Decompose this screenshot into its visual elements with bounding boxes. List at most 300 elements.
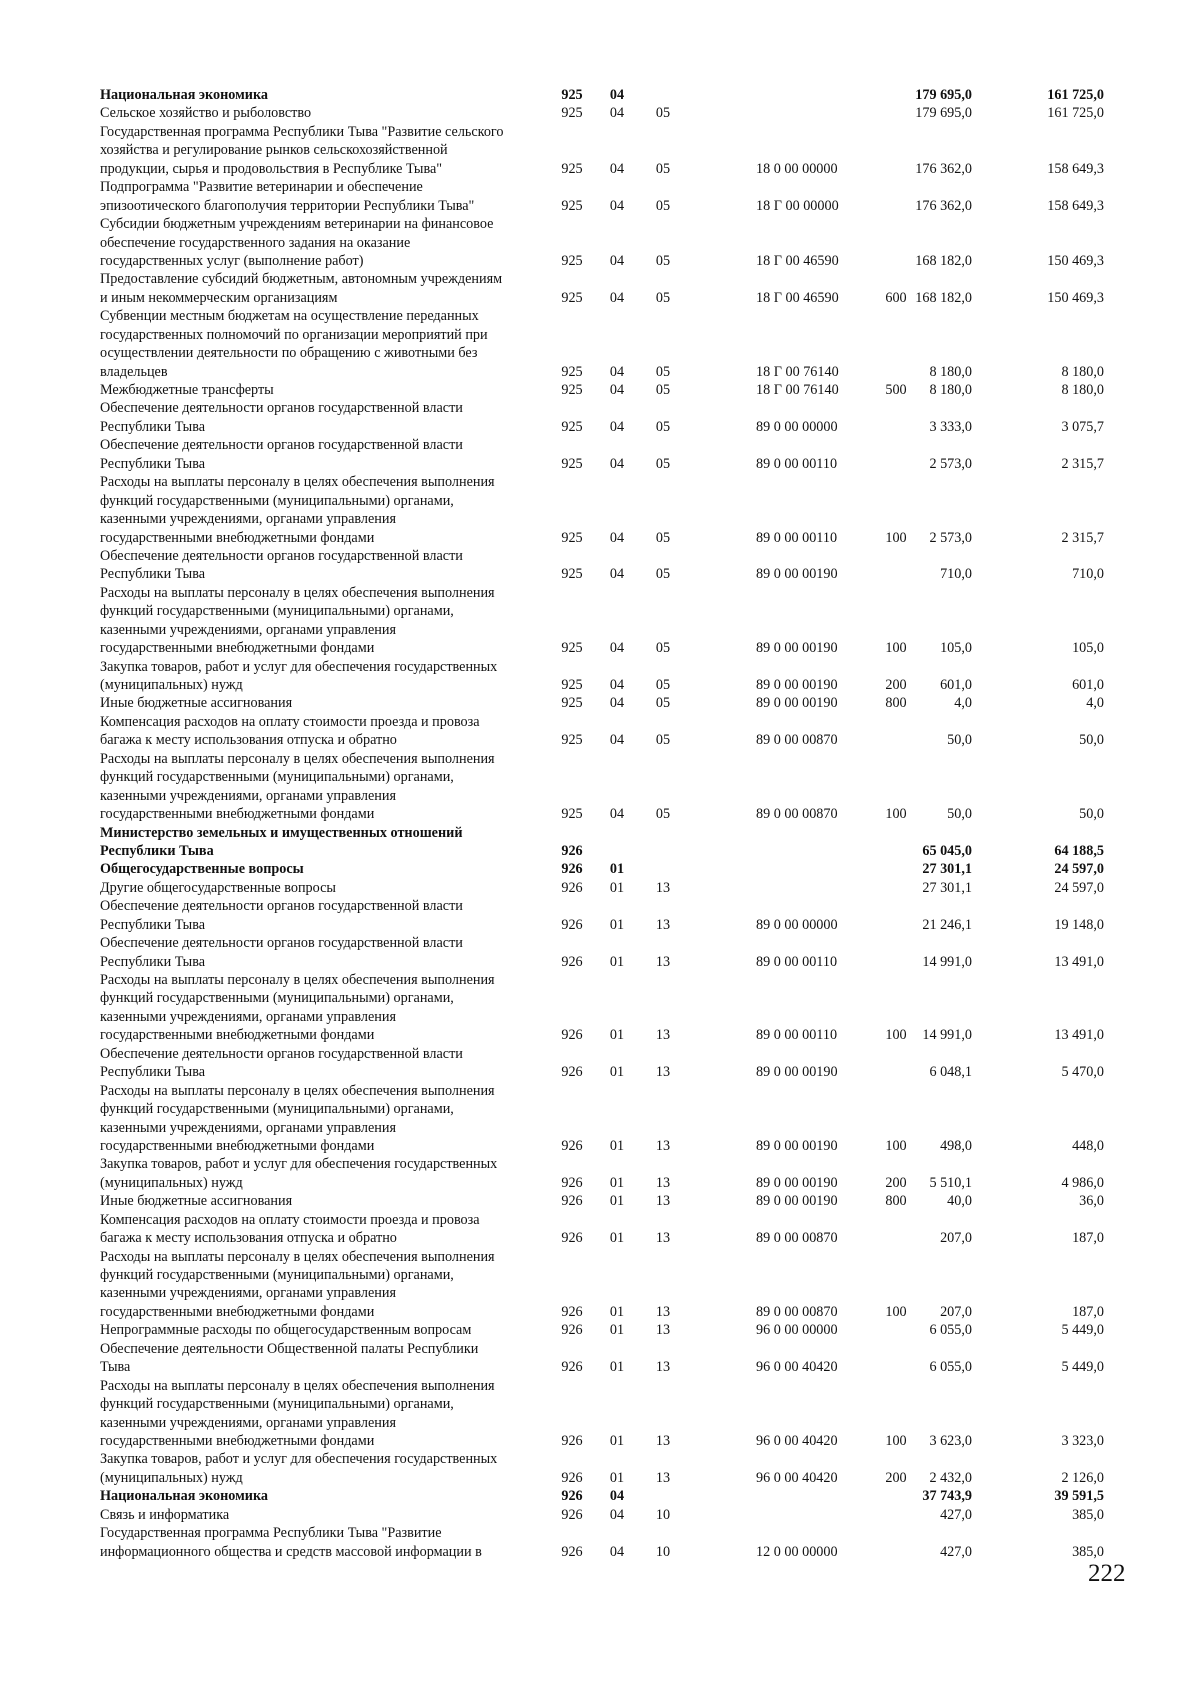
row-target-article: 89 0 00 00870 xyxy=(756,806,838,823)
row-section-code: 04 xyxy=(609,197,625,214)
table-row xyxy=(100,399,1160,417)
row-section-code: 01 xyxy=(609,1193,625,1210)
row-ved-code: 925 xyxy=(561,455,583,472)
row-expense-type: 100 xyxy=(885,1432,907,1449)
row-ved-code: 926 xyxy=(561,916,583,933)
row-target-article: 18 Г 00 46590 xyxy=(756,289,839,306)
table-row xyxy=(100,1284,1160,1302)
row-subsection-code: 13 xyxy=(655,1137,671,1154)
row-ved-code: 926 xyxy=(561,1193,583,1210)
table-row xyxy=(100,713,1160,731)
table-row xyxy=(100,510,1160,528)
row-name: Республики Тыва xyxy=(100,455,206,472)
table-row xyxy=(100,1082,1160,1100)
row-expense-type: 800 xyxy=(885,695,907,712)
row-name: функций государственными (муниципальными) органами, xyxy=(100,492,454,509)
row-sum-year2: 3 323,0 xyxy=(1061,1432,1104,1449)
row-ved-code: 926 xyxy=(561,1488,583,1505)
row-name: Республики Тыва xyxy=(100,916,206,933)
row-section-code: 01 xyxy=(609,1303,625,1320)
row-ved-code: 925 xyxy=(561,87,583,103)
row-expense-type: 100 xyxy=(885,1027,907,1044)
row-sum-year1: 5 510,1 xyxy=(929,1174,972,1191)
row-name: Закупка товаров, работ и услуг для обеспечения государственных xyxy=(100,658,498,675)
row-sum-year1: 3 623,0 xyxy=(929,1432,972,1449)
row-target-article: 89 0 00 00110 xyxy=(756,455,838,472)
row-section-code: 04 xyxy=(609,695,625,712)
row-subsection-code: 05 xyxy=(655,418,671,435)
row-sum-year1: 6 055,0 xyxy=(929,1359,972,1376)
table-row xyxy=(100,363,1160,381)
row-name: (муниципальных) нужд xyxy=(100,1469,243,1486)
row-name: Республики Тыва xyxy=(100,418,206,435)
row-name: Обеспечение деятельности органов государственной власти xyxy=(100,437,463,454)
table-row xyxy=(100,1266,1160,1284)
row-name: государственных полномочий по организации мероприятий при xyxy=(100,326,488,343)
table-row xyxy=(100,123,1160,141)
row-target-article: 89 0 00 00110 xyxy=(756,529,838,546)
row-section-code: 04 xyxy=(609,363,625,380)
table-row xyxy=(100,289,1160,307)
row-name: казенными учреждениями, органами управления xyxy=(100,621,397,638)
row-target-article: 89 0 00 00190 xyxy=(756,566,838,583)
row-name: Республики Тыва xyxy=(100,566,206,583)
row-section-code: 01 xyxy=(609,879,625,896)
row-subsection-code: 05 xyxy=(655,252,671,269)
table-row xyxy=(100,1155,1160,1173)
table-row xyxy=(100,842,1160,860)
row-name: Иные бюджетные ассигнования xyxy=(100,1193,293,1210)
row-subsection-code: 13 xyxy=(655,1174,671,1191)
row-subsection-code: 05 xyxy=(655,363,671,380)
row-expense-type: 100 xyxy=(885,1303,907,1320)
row-name: Тыва xyxy=(100,1359,131,1376)
row-sum-year1: 4,0 xyxy=(954,695,972,712)
row-subsection-code: 13 xyxy=(655,1027,671,1044)
table-row xyxy=(100,768,1160,786)
row-subsection-code: 05 xyxy=(655,566,671,583)
table-row xyxy=(100,1340,1160,1358)
row-sum-year2: 5 449,0 xyxy=(1061,1359,1104,1376)
row-section-code: 01 xyxy=(609,861,625,878)
row-subsection-code: 05 xyxy=(655,806,671,823)
row-sum-year2: 39 591,5 xyxy=(1054,1488,1104,1505)
row-sum-year2: 24 597,0 xyxy=(1054,879,1104,896)
row-name: Обеспечение деятельности органов государственной власти xyxy=(100,547,463,564)
row-ved-code: 925 xyxy=(561,160,583,177)
row-subsection-code: 13 xyxy=(655,1230,671,1247)
row-name: казенными учреждениями, органами управления xyxy=(100,1008,397,1025)
row-subsection-code: 13 xyxy=(655,879,671,896)
row-target-article: 89 0 00 00870 xyxy=(756,1230,838,1247)
table-row xyxy=(100,1211,1160,1229)
row-target-article: 18 Г 00 00000 xyxy=(756,197,839,214)
row-ved-code: 926 xyxy=(561,1027,583,1044)
table-row xyxy=(100,1450,1160,1468)
row-subsection-code: 13 xyxy=(655,1432,671,1449)
row-expense-type: 200 xyxy=(885,677,907,693)
row-subsection-code: 05 xyxy=(655,382,671,398)
row-sum-year2: 4,0 xyxy=(1086,695,1104,712)
row-sum-year1: 176 362,0 xyxy=(915,197,972,214)
row-section-code: 04 xyxy=(609,1543,625,1560)
row-target-article: 96 0 00 40420 xyxy=(756,1359,838,1376)
row-sum-year2: 2 315,7 xyxy=(1061,529,1104,546)
row-expense-type: 100 xyxy=(885,529,907,546)
row-sum-year2: 24 597,0 xyxy=(1054,861,1104,878)
row-sum-year2: 4 986,0 xyxy=(1061,1174,1104,1191)
row-sum-year2: 3 075,7 xyxy=(1061,418,1104,435)
row-name: Общегосударственные вопросы xyxy=(100,861,304,878)
row-name: Закупка товаров, работ и услуг для обеспечения государственных xyxy=(100,1451,498,1468)
row-ved-code: 925 xyxy=(561,105,583,122)
table-row xyxy=(100,658,1160,676)
row-sum-year1: 179 695,0 xyxy=(915,87,972,103)
row-target-article: 89 0 00 00870 xyxy=(756,1303,838,1320)
row-sum-year1: 6 048,1 xyxy=(929,1064,972,1081)
row-sum-year2: 161 725,0 xyxy=(1047,105,1104,122)
row-sum-year2: 448,0 xyxy=(1072,1137,1104,1154)
row-sum-year1: 168 182,0 xyxy=(915,289,972,306)
row-target-article: 89 0 00 00190 xyxy=(756,695,838,712)
row-sum-year2: 50,0 xyxy=(1079,732,1104,749)
row-sum-year1: 14 991,0 xyxy=(922,1027,972,1044)
row-name: государственными внебюджетными фондами xyxy=(100,1432,375,1449)
row-name: Непрограммные расходы по общегосударственным вопросам xyxy=(100,1322,472,1339)
table-row xyxy=(100,787,1160,805)
row-sum-year1: 14 991,0 xyxy=(922,953,972,970)
table-row xyxy=(100,824,1160,842)
row-subsection-code: 05 xyxy=(655,640,671,657)
row-expense-type: 100 xyxy=(885,640,907,657)
row-subsection-code: 05 xyxy=(655,160,671,177)
row-target-article: 89 0 00 00190 xyxy=(756,1193,838,1210)
row-sum-year1: 3 333,0 xyxy=(929,418,972,435)
table-row xyxy=(100,860,1160,878)
row-name: Республики Тыва xyxy=(100,842,214,859)
row-sum-year2: 13 491,0 xyxy=(1054,1027,1104,1044)
row-sum-year2: 2 315,7 xyxy=(1061,455,1104,472)
row-ved-code: 925 xyxy=(561,289,583,306)
row-sum-year2: 36,0 xyxy=(1079,1193,1104,1210)
row-sum-year1: 427,0 xyxy=(940,1506,972,1523)
table-row xyxy=(100,602,1160,620)
row-name: Расходы на выплаты персоналу в целях обеспечения выполнения xyxy=(100,1377,495,1394)
row-section-code: 04 xyxy=(609,382,625,398)
table-row xyxy=(100,1487,1160,1505)
row-name: функций государственными (муниципальными) органами, xyxy=(100,603,454,620)
table-row xyxy=(100,1469,1160,1487)
row-sum-year1: 27 301,1 xyxy=(922,879,972,896)
row-ved-code: 925 xyxy=(561,806,583,823)
row-ved-code: 925 xyxy=(561,677,583,693)
row-sum-year2: 150 469,3 xyxy=(1047,252,1104,269)
row-subsection-code: 05 xyxy=(655,695,671,712)
row-section-code: 04 xyxy=(609,677,625,693)
table-row xyxy=(100,160,1160,178)
row-name: Обеспечение деятельности органов государственной власти xyxy=(100,898,463,915)
row-sum-year2: 161 725,0 xyxy=(1047,87,1104,103)
row-subsection-code: 13 xyxy=(655,953,671,970)
row-ved-code: 925 xyxy=(561,640,583,657)
table-row xyxy=(100,492,1160,510)
row-subsection-code: 13 xyxy=(655,1193,671,1210)
row-sum-year1: 2 573,0 xyxy=(929,529,972,546)
table-row xyxy=(100,252,1160,270)
row-sum-year2: 19 148,0 xyxy=(1054,916,1104,933)
row-name: казенными учреждениями, органами управления xyxy=(100,511,397,528)
row-target-article: 89 0 00 00110 xyxy=(756,953,838,970)
row-name: багажа к месту использования отпуска и обратно xyxy=(100,732,397,749)
row-expense-type: 200 xyxy=(885,1174,907,1191)
row-sum-year1: 168 182,0 xyxy=(915,252,972,269)
row-ved-code: 925 xyxy=(561,382,583,398)
row-subsection-code: 05 xyxy=(655,197,671,214)
row-ved-code: 925 xyxy=(561,695,583,712)
row-ved-code: 926 xyxy=(561,953,583,970)
table-row xyxy=(100,1303,1160,1321)
table-row xyxy=(100,1100,1160,1118)
row-ved-code: 926 xyxy=(561,1359,583,1376)
row-target-article: 18 Г 00 76140 xyxy=(756,382,839,398)
table-row xyxy=(100,1524,1160,1542)
row-name: и иным некоммерческим организациям xyxy=(100,289,338,306)
row-name: государственными внебюджетными фондами xyxy=(100,1303,375,1320)
row-name: Обеспечение деятельности органов государственной власти xyxy=(100,1045,463,1062)
row-name: Межбюджетные трансферты xyxy=(100,382,274,398)
row-section-code: 04 xyxy=(609,1506,625,1523)
row-section-code: 04 xyxy=(609,640,625,657)
row-ved-code: 925 xyxy=(561,529,583,546)
row-section-code: 04 xyxy=(609,252,625,269)
table-row xyxy=(100,1229,1160,1247)
table-row xyxy=(100,916,1160,934)
row-section-code: 01 xyxy=(609,1230,625,1247)
table-row xyxy=(100,621,1160,639)
row-subsection-code: 13 xyxy=(655,1359,671,1376)
row-sum-year2: 8 180,0 xyxy=(1061,382,1104,398)
table-row xyxy=(100,1063,1160,1081)
table-row xyxy=(100,270,1160,288)
row-ved-code: 926 xyxy=(561,861,583,878)
table-row xyxy=(100,1358,1160,1376)
row-subsection-code: 05 xyxy=(655,289,671,306)
row-expense-type: 500 xyxy=(885,382,907,398)
row-target-article: 89 0 00 00000 xyxy=(756,916,838,933)
row-name: Предоставление субсидий бюджетным, автономным учреждениям xyxy=(100,271,503,288)
row-subsection-code: 13 xyxy=(655,916,671,933)
row-sum-year2: 150 469,3 xyxy=(1047,289,1104,306)
row-name: казенными учреждениями, органами управления xyxy=(100,1414,397,1431)
row-section-code: 01 xyxy=(609,916,625,933)
table-row xyxy=(100,141,1160,159)
row-name: Субвенции местным бюджетам на осуществление переданных xyxy=(100,308,479,325)
row-sum-year1: 179 695,0 xyxy=(915,105,972,122)
row-subsection-code: 05 xyxy=(655,455,671,472)
row-name: (муниципальных) нужд xyxy=(100,1174,243,1191)
row-ved-code: 926 xyxy=(561,1506,583,1523)
row-name: казенными учреждениями, органами управления xyxy=(100,1119,397,1136)
row-ved-code: 926 xyxy=(561,1064,583,1081)
row-name: Национальная экономика xyxy=(100,1488,269,1505)
row-target-article: 96 0 00 40420 xyxy=(756,1469,838,1486)
row-section-code: 04 xyxy=(609,732,625,749)
table-row xyxy=(100,731,1160,749)
row-ved-code: 926 xyxy=(561,1322,583,1339)
row-sum-year1: 65 045,0 xyxy=(922,842,972,859)
row-sum-year1: 8 180,0 xyxy=(929,382,972,398)
row-name: казенными учреждениями, органами управления xyxy=(100,1285,397,1302)
row-name: Другие общегосударственные вопросы xyxy=(100,879,336,896)
table-row xyxy=(100,1045,1160,1063)
row-section-code: 04 xyxy=(609,289,625,306)
table-row xyxy=(100,1543,1160,1561)
row-name: Подпрограмма "Развитие ветеринарии и обеспечение xyxy=(100,179,423,196)
row-name: Государственная программа Республики Тыва "Развитие xyxy=(100,1525,442,1542)
row-section-code: 01 xyxy=(609,1469,625,1486)
table-row xyxy=(100,473,1160,491)
row-name: (муниципальных) нужд xyxy=(100,677,243,693)
row-target-article: 89 0 00 00110 xyxy=(756,1027,838,1044)
table-row xyxy=(100,1008,1160,1026)
row-sum-year1: 2 432,0 xyxy=(929,1469,972,1486)
row-target-article: 89 0 00 00190 xyxy=(756,1137,838,1154)
table-row xyxy=(100,897,1160,915)
row-expense-type: 200 xyxy=(885,1469,907,1486)
table-row xyxy=(100,565,1160,583)
table-row xyxy=(100,178,1160,196)
row-subsection-code: 10 xyxy=(655,1543,671,1560)
table-row xyxy=(100,344,1160,362)
row-name: государственными внебюджетными фондами xyxy=(100,529,375,546)
table-row xyxy=(100,1506,1160,1524)
row-subsection-code: 13 xyxy=(655,1303,671,1320)
row-section-code: 04 xyxy=(609,529,625,546)
row-sum-year2: 5 449,0 xyxy=(1061,1322,1104,1339)
row-name: Компенсация расходов на оплату стоимости проезда и провоза xyxy=(100,1211,480,1228)
table-row xyxy=(100,639,1160,657)
row-name: обеспечение государственного задания на оказание xyxy=(100,234,411,251)
row-sum-year2: 385,0 xyxy=(1072,1543,1104,1560)
row-sum-year2: 385,0 xyxy=(1072,1506,1104,1523)
row-sum-year1: 2 573,0 xyxy=(929,455,972,472)
table-row xyxy=(100,104,1160,122)
row-sum-year2: 187,0 xyxy=(1072,1303,1104,1320)
row-ved-code: 925 xyxy=(561,252,583,269)
row-target-article: 89 0 00 00190 xyxy=(756,1064,838,1081)
row-section-code: 04 xyxy=(609,455,625,472)
row-ved-code: 926 xyxy=(561,1432,583,1449)
row-subsection-code: 05 xyxy=(655,105,671,122)
row-target-article: 18 Г 00 46590 xyxy=(756,252,839,269)
row-name: Сельское хозяйство и рыболовство xyxy=(100,105,312,122)
row-target-article: 18 Г 00 76140 xyxy=(756,363,839,380)
table-row xyxy=(100,805,1160,823)
table-row xyxy=(100,1377,1160,1395)
row-section-code: 01 xyxy=(609,1174,625,1191)
row-sum-year1: 207,0 xyxy=(940,1230,972,1247)
row-sum-year2: 710,0 xyxy=(1072,566,1104,583)
row-sum-year2: 2 126,0 xyxy=(1061,1469,1104,1486)
table-row xyxy=(100,750,1160,768)
table-row xyxy=(100,953,1160,971)
row-name: Республики Тыва xyxy=(100,1064,206,1081)
row-sum-year1: 27 301,1 xyxy=(922,861,972,878)
row-sum-year2: 50,0 xyxy=(1079,806,1104,823)
row-name: Расходы на выплаты персоналу в целях обеспечения выполнения xyxy=(100,474,495,491)
row-section-code: 04 xyxy=(609,566,625,583)
row-ved-code: 926 xyxy=(561,1137,583,1154)
row-subsection-code: 13 xyxy=(655,1469,671,1486)
row-name: Иные бюджетные ассигнования xyxy=(100,695,293,712)
row-name: государственными внебюджетными фондами xyxy=(100,806,375,823)
row-name: функций государственными (муниципальными) органами, xyxy=(100,769,454,786)
row-subsection-code: 05 xyxy=(655,529,671,546)
table-row xyxy=(100,584,1160,602)
row-name: государственными внебюджетными фондами xyxy=(100,640,375,657)
row-target-article: 89 0 00 00190 xyxy=(756,677,838,693)
table-row xyxy=(100,1432,1160,1450)
table-row xyxy=(100,436,1160,454)
row-name: функций государственными (муниципальными) органами, xyxy=(100,990,454,1007)
page-number: 222 xyxy=(1088,1560,1126,1587)
row-name: Расходы на выплаты персоналу в целях обеспечения выполнения xyxy=(100,1082,495,1099)
table-row xyxy=(100,1395,1160,1413)
table-row xyxy=(100,234,1160,252)
row-name: эпизоотического благополучия территории Республики Тыва" xyxy=(100,197,475,214)
row-section-code: 04 xyxy=(609,160,625,177)
table-row xyxy=(100,455,1160,473)
table-row xyxy=(100,381,1160,399)
row-name: хозяйства и регулирование рынков сельскохозяйственной xyxy=(100,142,448,159)
table-row xyxy=(100,197,1160,215)
row-ved-code: 925 xyxy=(561,363,583,380)
table-row xyxy=(100,1026,1160,1044)
table-row xyxy=(100,694,1160,712)
table-row xyxy=(100,989,1160,1007)
row-target-article: 18 0 00 00000 xyxy=(756,160,838,177)
row-sum-year1: 6 055,0 xyxy=(929,1322,972,1339)
row-sum-year1: 601,0 xyxy=(940,677,972,693)
row-sum-year1: 207,0 xyxy=(940,1303,972,1320)
row-name: Расходы на выплаты персоналу в целях обеспечения выполнения xyxy=(100,972,495,988)
row-sum-year2: 5 470,0 xyxy=(1061,1064,1104,1081)
row-ved-code: 925 xyxy=(561,197,583,214)
row-ved-code: 926 xyxy=(561,879,583,896)
row-sum-year1: 105,0 xyxy=(940,640,972,657)
table-row xyxy=(100,1119,1160,1137)
table-row xyxy=(100,1192,1160,1210)
row-name: осуществлении деятельности по обращению с животными без xyxy=(100,345,478,362)
row-sum-year2: 158 649,3 xyxy=(1047,160,1104,177)
row-subsection-code: 10 xyxy=(655,1506,671,1523)
row-sum-year2: 187,0 xyxy=(1072,1230,1104,1247)
row-sum-year2: 601,0 xyxy=(1072,677,1104,693)
row-target-article: 12 0 00 00000 xyxy=(756,1543,838,1560)
row-subsection-code: 05 xyxy=(655,677,671,693)
table-row xyxy=(100,1174,1160,1192)
row-sum-year2: 13 491,0 xyxy=(1054,953,1104,970)
row-name: Субсидии бюджетным учреждениям ветеринарии на финансовое xyxy=(100,216,494,233)
row-name: функций государственными (муниципальными) органами, xyxy=(100,1267,454,1283)
row-name: Обеспечение деятельности органов государственной власти xyxy=(100,400,463,417)
row-expense-type: 100 xyxy=(885,1137,907,1154)
row-section-code: 01 xyxy=(609,953,625,970)
row-section-code: 04 xyxy=(609,105,625,122)
row-sum-year2: 158 649,3 xyxy=(1047,197,1104,214)
row-sum-year2: 8 180,0 xyxy=(1061,363,1104,380)
row-name: государственными внебюджетными фондами xyxy=(100,1027,375,1044)
